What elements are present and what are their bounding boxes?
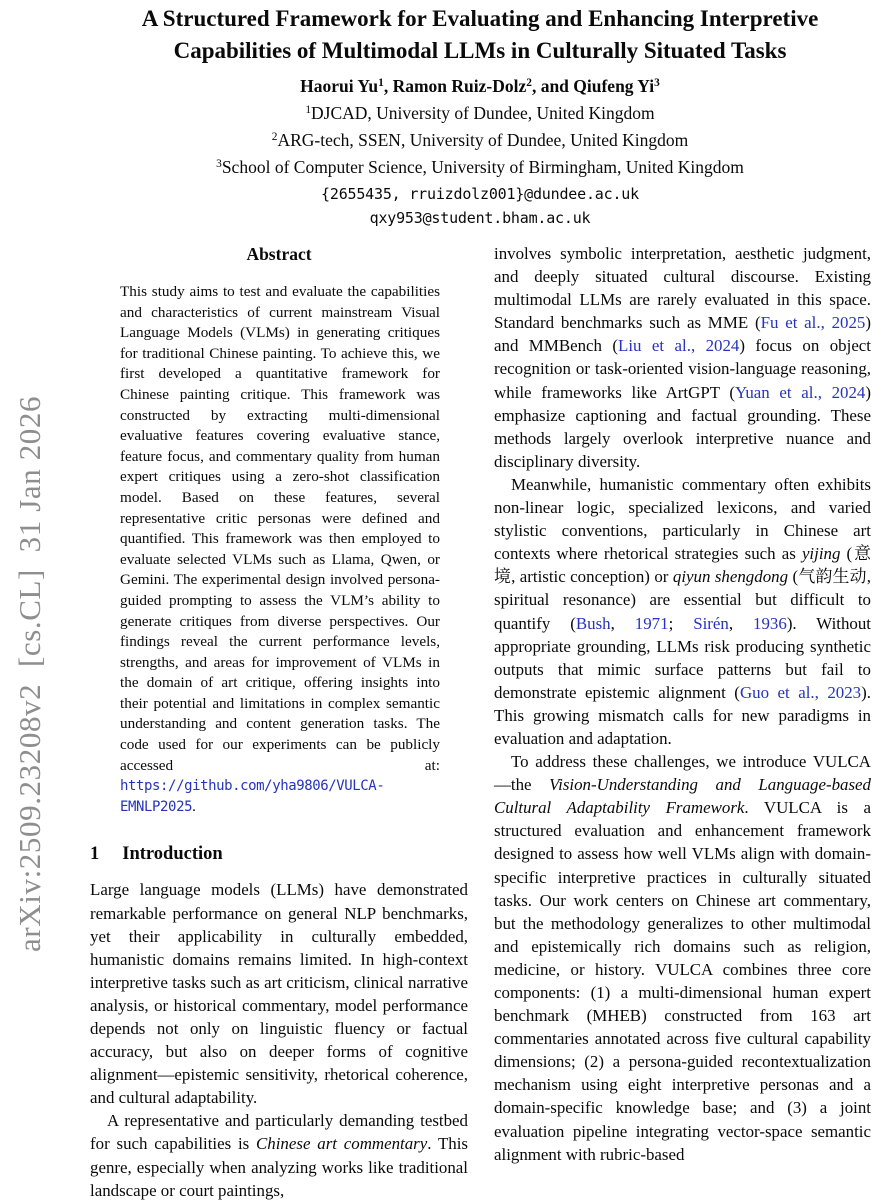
section-heading-introduction — [90, 842, 468, 866]
citation-link[interactable]: Sirén — [693, 613, 729, 633]
text-segment: ; — [668, 613, 694, 633]
authors-line — [88, 74, 872, 101]
text-segment: This study aims to test and evaluate the capabilities and characteristics of current mainstream Visual Language Models (VLMs) in generating critiques for traditional Chinese painting. To achieve this, we first developed a quantitative framework for Chinese painting critique. This framework was constructed by extracting multi-dimensional evaluative features covering evaluative stance, feature focus, and commentary quality from human expert critiques using a zero-shot classification model. Based on these features, several representative critic personas were defined and quantified. This framework was then employed to evaluate selected VLMs such as Llama, Qwen, or Gemini. The experimental design involved persona-guided prompting to assess the VLM’s ability to generate critiques from diverse perspectives. Our findings reveal the current performance levels, strengths, and areas for improvement of VLMs in the domain of art critique, offering insights into their potential and limitations in complex semantic understanding and content generation tasks. The code used for our experiments can be publicly accessed at: — [120, 283, 440, 774]
paper-title-line1: A Structured Framework for Evaluating and Enhancing Interpretive — [141, 6, 819, 31]
section-title: Introduction — [122, 844, 223, 865]
section-number: 1 — [90, 844, 100, 865]
text-segment: , — [728, 613, 754, 633]
text-segment: A representative and particularly demanding testbed for such capabilities is — [90, 1111, 468, 1154]
paper-title — [88, 3, 872, 67]
citation-link[interactable]: Guo et al., 2023 — [739, 682, 862, 702]
abstract-heading: Abstract — [246, 244, 312, 264]
left-column — [90, 243, 468, 1202]
superscript: 1 — [378, 77, 384, 90]
text-segment: , and Qiufeng Yi — [531, 76, 655, 96]
text-segment: . This genre, especially when analyzing works like traditional landscape or court paintings, — [90, 1134, 468, 1200]
text-segment: . VULCA is a structured evaluation and enhancement framework designed to assess how well VLMs align with domain-specific interpretive practices in culturally situated tasks. Our work centers on Chinese art commentary, but the methodology generalizes to other multimodal and epistemically rich domains such as religion, medicine, or history. VULCA combines three core components: (1) a multi-dimensional human expert benchmark (MHEB) constructed from 163 art commentaries annotated across five cultural capability dimensions; (2) a persona-guided recontextualization mechanism using eight interpretive personas and a domain-specific knowledge base; and (3) a joint evaluation pipeline integrating vector-space semantic alignment with rubric-based — [494, 798, 871, 1164]
citation-link[interactable]: Bush — [575, 613, 611, 633]
affiliation-3 — [88, 155, 872, 182]
citation-link[interactable]: 1971 — [634, 613, 669, 633]
superscript: 3 — [216, 158, 222, 171]
citation-link[interactable]: Yuan et al., 2024 — [735, 382, 866, 402]
text-segment: (意境, artistic conception) or — [494, 544, 871, 587]
email-line-1: {2655435, rruizdolz001}@dundee.ac.uk — [321, 185, 639, 203]
text-segment: , — [610, 613, 635, 633]
italic-text: Chinese art commentary — [256, 1134, 428, 1154]
superscript: 1 — [305, 104, 312, 117]
right-paragraph-1 — [494, 242, 871, 473]
text-segment: . — [192, 797, 196, 815]
italic-text: qiyun shengdong — [672, 567, 789, 587]
text-segment: (气韵生动, spiritual resonance) are essential but difficult to quantify ( — [494, 567, 872, 633]
email-line-2: qxy953@student.bham.ac.uk — [369, 209, 591, 227]
affiliation-1 — [88, 101, 872, 128]
text-segment: DJCAD, University of Dundee, United Kingdom — [311, 103, 655, 123]
text-segment: ). Without appropriate grounding, LLMs risk producing synthetic outputs that mimic surface patterns but fail to demonstrate epistemic alignment ( — [494, 613, 871, 702]
paper-header — [88, 3, 872, 230]
right-paragraph-2 — [494, 473, 871, 750]
citation-link[interactable]: Liu et al., 2024 — [618, 336, 740, 356]
url-link[interactable]: https://github.com/yha9806/VULCA-EMNLP2025 — [120, 778, 385, 815]
text-segment: Haorui Yu — [300, 76, 379, 96]
intro-paragraph-2 — [90, 1109, 468, 1201]
text-segment: School of Computer Science, University of Birmingham, United Kingdom — [221, 157, 744, 177]
affiliation-2 — [88, 128, 872, 155]
citation-link[interactable]: Fu et al., 2025 — [760, 313, 866, 333]
text-segment: , Ramon Ruiz-Dolz — [383, 76, 527, 96]
text-segment: ) emphasize captioning and factual grounding. These methods largely overlook interpretive nuance and disciplinary diversity. — [494, 382, 871, 471]
right-paragraph-3 — [494, 750, 871, 1166]
text-segment: ) and MMBench ( — [494, 313, 871, 356]
superscript: 2 — [271, 131, 278, 144]
paper-title-line2: Capabilities of Multimodal LLMs in Culturally Situated Tasks — [173, 38, 787, 63]
text-segment: ) focus on object recognition or task-oriented vision-language reasoning, while frameworks like ArtGPT ( — [494, 336, 871, 402]
text-segment: To address these challenges, we introduce VULCA—the — [494, 752, 871, 795]
arxiv-stamp: arXiv:2509.23208v2 [cs.CL] 31 Jan 2026 — [12, 395, 47, 952]
superscript: 2 — [526, 77, 532, 90]
text-segment: ). This growing mismatch calls for new paradigms in evaluation and adaptation. — [494, 682, 871, 748]
right-column — [494, 242, 871, 1166]
italic-text: yijing — [801, 544, 841, 564]
text-segment: Large language models (LLMs) have demonstrated remarkable performance on general NLP benchmarks, yet their applicability in culturally embedded, humanistic domains remains limited. In high-context interpretive tasks such as art criticism, clinical narrative analysis, or historical commentary, model performance depends not only on linguistic fluency or factual accuracy, but also on deeper forms of cognitive alignment—epistemic sensitivity, rhetorical coherence, and cultural adaptability. — [90, 880, 468, 1108]
abstract-body — [120, 282, 440, 817]
superscript: 3 — [654, 77, 660, 90]
citation-link[interactable]: 1936 — [753, 613, 787, 633]
text-segment: ARG-tech, SSEN, University of Dundee, United Kingdom — [277, 130, 689, 150]
italic-text: Vision-Understanding and Language-based Cultural Adaptability Framework — [494, 775, 871, 818]
text-segment: involves symbolic interpretation, aesthetic judgment, and deeply situated cultural discourse. Existing multimodal LLMs are rarely evaluated in this space. Standard benchmarks such as MME ( — [494, 244, 871, 333]
intro-paragraph-1 — [90, 878, 468, 1109]
text-segment: Meanwhile, humanistic commentary often exhibits non-linear logic, specialized lexicons, and varied stylistic conventions, particularly in Chinese art contexts where rhetorical strategies such as — [494, 474, 871, 564]
